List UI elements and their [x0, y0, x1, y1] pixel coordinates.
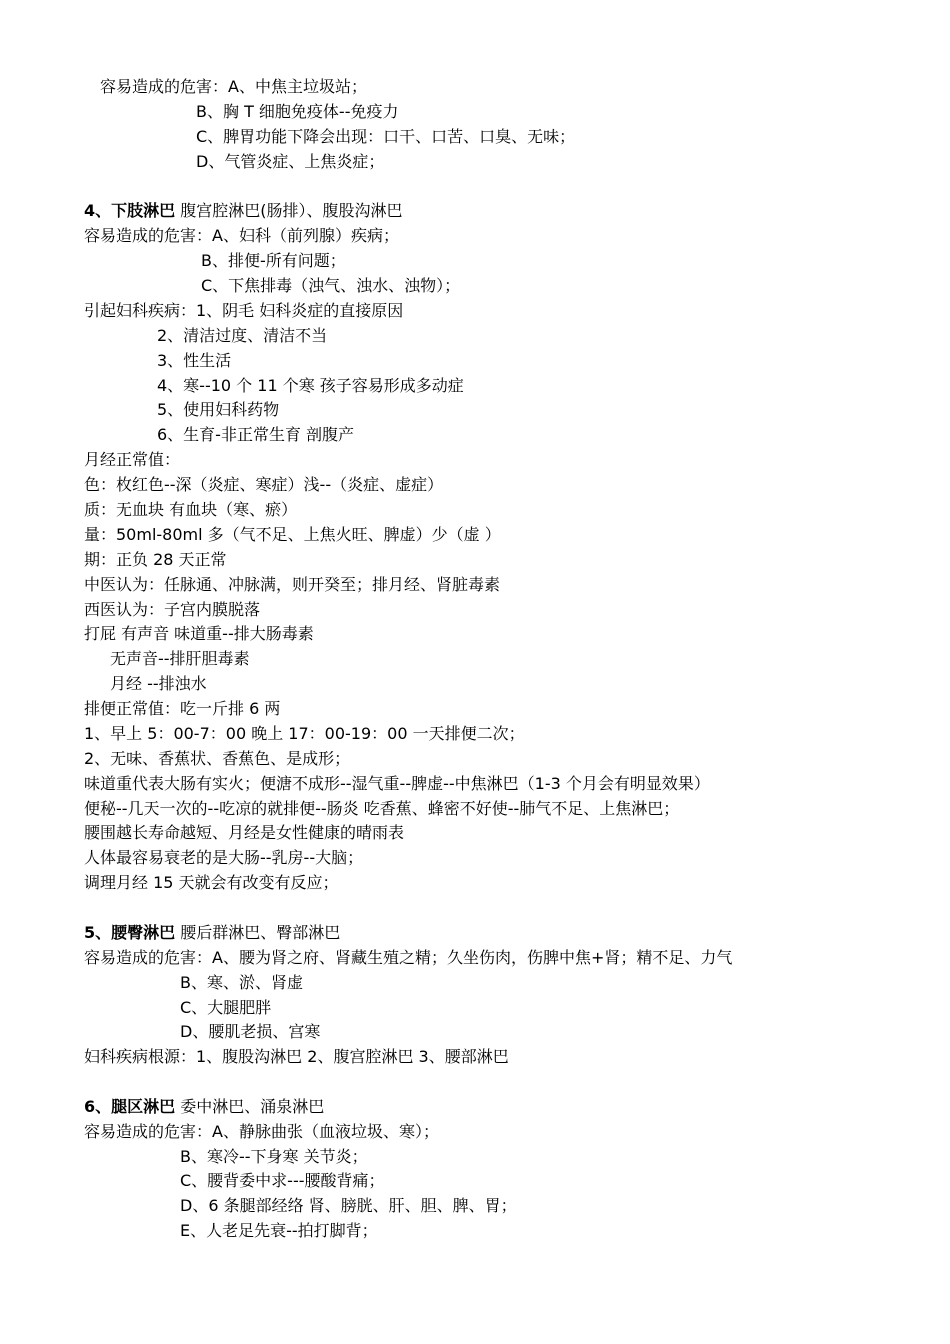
- line-text: 无声音--排肝胆毒素: [110, 649, 250, 668]
- line-text: 月经 --排浊水: [110, 674, 207, 693]
- line-text: 色：枚红色--深（炎症、寒症）浅--（炎症、虚症）: [84, 475, 444, 494]
- text-line: [201, 251, 346, 271]
- line-text: B、排便-所有问题；: [201, 251, 346, 270]
- line-text: C、脾胃功能下降会出现：口干、口苦、口臭、无味；: [196, 127, 576, 146]
- text-line: [84, 823, 404, 843]
- line-text: 月经正常值：: [84, 450, 181, 469]
- line-text: 便秘--几天一次的--吃凉的就排便--肠炎 吃香蕉、蜂密不好使--肺气不足、上焦淋巴；: [84, 799, 680, 818]
- text-line: [84, 699, 280, 719]
- text-line: [100, 77, 367, 97]
- line-text: D、6 条腿部经络 肾、膀胱、肝、胆、脾、胃；: [180, 1196, 517, 1215]
- text-line: [84, 600, 260, 620]
- line-text: 容易造成的危害：A、妇科（前列腺）疾病；: [84, 226, 399, 245]
- text-line: [110, 674, 207, 694]
- section-heading-line: [84, 201, 402, 221]
- text-line: [84, 848, 363, 868]
- text-line: [84, 450, 180, 470]
- text-line: [84, 500, 297, 520]
- line-text: 容易造成的危害：A、静脉曲张（血液垃圾、寒）；: [84, 1122, 439, 1141]
- line-text: 排便正常值：吃一斤排 6 两: [84, 699, 281, 718]
- section-heading-line: [84, 1097, 324, 1117]
- text-line: [180, 1196, 517, 1216]
- line-text: 妇科疾病根源：1、腹股沟淋巴 2、腹宫腔淋巴 3、腰部淋巴: [84, 1047, 509, 1066]
- line-text: 6、生育-非正常生育 剖腹产: [157, 425, 355, 444]
- line-text: 量：50ml-80ml 多（气不足、上焦火旺、脾虚）少（虚 ）: [84, 525, 501, 544]
- text-line: [84, 1047, 509, 1067]
- text-line: [201, 276, 460, 296]
- text-line: [84, 948, 732, 968]
- section-title: 5、腰臀淋巴: [84, 923, 176, 942]
- line-text: 委中淋巴、涌泉淋巴: [175, 1097, 325, 1116]
- text-line: [180, 1171, 385, 1191]
- line-text: 5、使用妇科药物: [157, 400, 280, 419]
- section-title: 6、腿区淋巴: [84, 1097, 176, 1116]
- line-text: 人体最容易衰老的是大肠--乳房--大脑；: [84, 848, 364, 867]
- line-text: D、腰肌老损、宫寒: [180, 1022, 321, 1041]
- line-text: 调理月经 15 天就会有改变有反应；: [84, 873, 339, 892]
- line-text: C、腰背委中求---腰酸背痛；: [180, 1171, 385, 1190]
- text-line: [180, 973, 303, 993]
- line-text: 味道重代表大肠有实火；便溏不成形--湿气重--脾虚--中焦淋巴（1-3 个月会有明显效果）: [84, 774, 710, 793]
- line-text: C、下焦排毒（浊气、浊水、浊物）；: [201, 276, 461, 295]
- text-line: [196, 152, 384, 172]
- line-text: 腹宫腔淋巴(肠排）、腹股沟淋巴: [175, 201, 403, 220]
- text-line: [196, 127, 575, 147]
- line-text: E、人老足先衰--拍打脚背；: [180, 1221, 378, 1240]
- text-line: [180, 998, 271, 1018]
- line-text: 质：无血块 有血块（寒、瘀）: [84, 500, 298, 519]
- section-heading-line: [84, 923, 340, 943]
- text-line: [180, 1022, 320, 1042]
- text-line: [180, 1221, 378, 1241]
- line-text: 引起妇科疾病：1、阴毛 妇科炎症的直接原因: [84, 301, 404, 320]
- text-line: [84, 525, 501, 545]
- text-line: [84, 724, 525, 744]
- text-line: [84, 226, 399, 246]
- line-text: C、大腿肥胖: [180, 998, 272, 1017]
- text-line: [84, 873, 339, 893]
- line-text: 中医认为：任脉通、冲脉满，则开癸至；排月经、肾脏毒素: [84, 575, 501, 594]
- text-line: [157, 376, 464, 396]
- text-line: [84, 774, 710, 794]
- line-text: B、寒、淤、肾虚: [180, 973, 303, 992]
- text-line: [84, 301, 403, 321]
- text-line: [196, 102, 398, 122]
- line-text: 打屁 有声音 味道重--排大肠毒素: [84, 624, 314, 643]
- text-line: [157, 326, 327, 346]
- line-text: 容易造成的危害：A、中焦主垃圾站；: [100, 77, 367, 96]
- text-line: [84, 624, 314, 644]
- text-line: [84, 749, 350, 769]
- text-line: [84, 475, 443, 495]
- line-text: 容易造成的危害：A、腰为肾之府、肾藏生殖之精；久坐伤肉，伤脾中焦+肾；精不足、力气: [84, 948, 733, 967]
- line-text: 4、寒--10 个 11 个寒 孩子容易形成多动症: [157, 376, 464, 395]
- text-line: [84, 550, 227, 570]
- section-title: 4、下肢淋巴: [84, 201, 176, 220]
- text-line: [157, 351, 231, 371]
- line-text: 期：正负 28 天正常: [84, 550, 227, 569]
- line-text: 腰围越长寿命越短、月经是女性健康的晴雨表: [84, 823, 405, 842]
- text-line: [84, 799, 679, 819]
- line-text: 3、性生活: [157, 351, 232, 370]
- line-text: 西医认为：子宫内膜脱落: [84, 600, 261, 619]
- text-line: [157, 425, 354, 445]
- line-text: 1、早上 5：00-7：00 晚上 17：00-19：00 一天排便二次；: [84, 724, 525, 743]
- text-line: [180, 1147, 368, 1167]
- line-text: D、气管炎症、上焦炎症；: [196, 152, 385, 171]
- line-text: B、胸 T 细胞免疫体--免疫力: [196, 102, 399, 121]
- text-line: [157, 400, 279, 420]
- line-text: 腰后群淋巴、臀部淋巴: [175, 923, 341, 942]
- text-line: [84, 1122, 439, 1142]
- text-line: [110, 649, 250, 669]
- text-line: [84, 575, 500, 595]
- line-text: 2、无味、香蕉状、香蕉色、是成形；: [84, 749, 351, 768]
- line-text: 2、清洁过度、清洁不当: [157, 326, 328, 345]
- line-text: B、寒冷--下身寒 关节炎；: [180, 1147, 368, 1166]
